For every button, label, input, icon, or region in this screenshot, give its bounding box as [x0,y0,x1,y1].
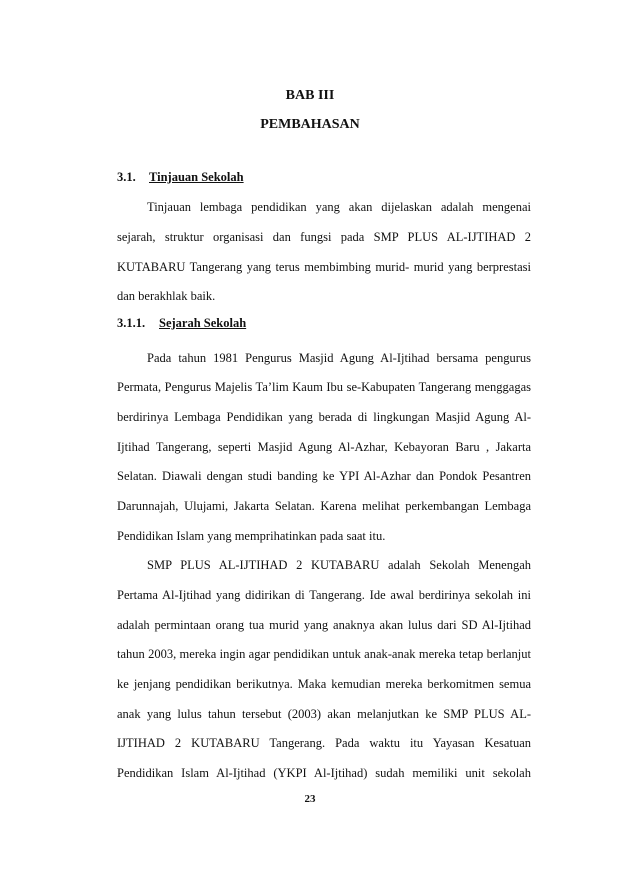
section-heading-3-1-1 [117,316,246,331]
section-title: Tinjauan Sekolah [149,170,244,184]
paragraph-line: adalah permintaan orang tua murid yang anaknya akan lulus dari SD Al-Ijtihad [117,618,531,632]
chapter-label: BAB III [285,88,335,103]
chapter-title: PEMBAHASAN [260,117,360,132]
paragraph-line: berdirinya Lembaga Pendidikan yang berada di lingkungan Masjid Agung Al- [117,410,531,424]
paragraph-line: Pendidikan Islam Al-Ijtihad (YKPI Al-Ijtihad) sudah memiliki unit sekolah [117,766,531,780]
paragraph-line: anak yang lulus tahun tersebut (2003) akan melanjutkan ke SMP PLUS AL- [117,707,531,721]
paragraph-line: tahun 2003, mereka ingin agar pendidikan untuk anak-anak mereka tetap berlanjut [117,647,531,661]
paragraph-line: Darunnajah, Ulujami, Jakarta Selatan. Karena melihat perkembangan Lembaga [117,499,531,513]
section-number: 3.1.1. [117,316,146,330]
section-title: Sejarah Sekolah [159,316,247,330]
paragraph-line: Tinjauan lembaga pendidikan yang akan dijelaskan adalah mengenai [147,200,531,214]
section-heading-3-1 [117,170,244,185]
paragraph-line: Pertama Al-Ijtihad yang didirikan di Tangerang. Ide awal berdirinya sekolah ini [117,588,531,602]
page-number: 23 [304,793,316,805]
paragraph-line: KUTABARU Tangerang yang terus membimbing murid- murid yang berprestasi [117,260,531,274]
paragraph-line: SMP PLUS AL-IJTIHAD 2 KUTABARU adalah Sekolah Menengah [147,558,531,572]
section-number: 3.1. [117,170,136,184]
paragraph-line: ke jenjang pendidikan berikutnya. Maka kemudian mereka berkomitmen semua [117,677,531,691]
paragraph-line: IJTIHAD 2 KUTABARU Tangerang. Pada waktu itu Yayasan Kesatuan [117,736,531,750]
paragraph-line: sejarah, struktur organisasi dan fungsi pada SMP PLUS AL-IJTIHAD 2 [117,230,531,244]
paragraph-line: Selatan. Diawali dengan studi banding ke YPI Al-Azhar dan Pondok Pesantren [117,469,531,483]
paragraph-line: Pendidikan Islam yang memprihatinkan pada saat itu. [117,529,386,543]
paragraph-line: Permata, Pengurus Majelis Ta’lim Kaum Ibu se-Kabupaten Tangerang menggagas [117,380,531,394]
paragraph-line: Pada tahun 1981 Pengurus Masjid Agung Al-Ijtihad bersama pengurus [147,351,531,365]
paragraph-line: Ijtihad Tangerang, seperti Masjid Agung Al-Azhar, Kebayoran Baru , Jakarta [117,440,531,454]
paragraph-line: dan berakhlak baik. [117,289,216,303]
